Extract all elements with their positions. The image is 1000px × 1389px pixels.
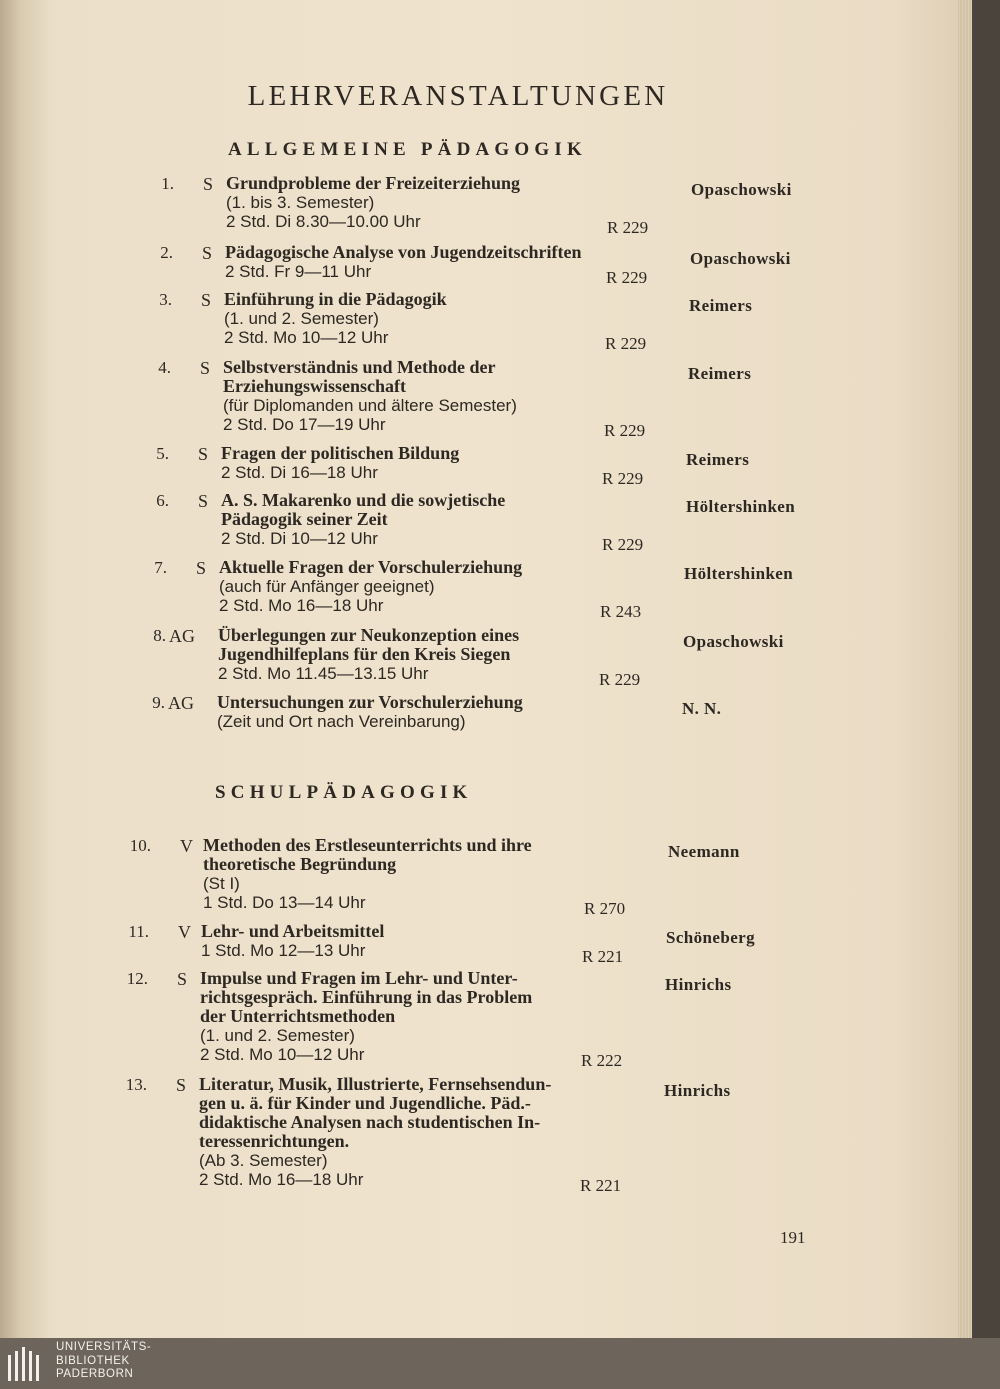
course-title: Grundprobleme der Freizeiterziehung	[226, 173, 520, 193]
course-details: 2 Std. Di 10—12 Uhr	[221, 529, 378, 548]
course-title: Selbstverständnis und Methode der	[223, 357, 496, 377]
page-gutter	[0, 0, 56, 1338]
course-title: gen u. ä. für Kinder und Jugendliche. Päd.-	[199, 1093, 531, 1113]
course-details: 2 Std. Fr 9—11 Uhr	[225, 262, 372, 281]
course-title: didaktische Analysen nach studentischen In-	[199, 1112, 541, 1132]
library-name-line: UNIVERSITÄTS-	[56, 1341, 152, 1353]
section-heading-allgemeine-paedagogik: ALLGEMEINE PÄDAGOGIK	[228, 139, 587, 160]
lecturer-name: N. N.	[682, 699, 722, 718]
course-type: S	[177, 969, 188, 989]
page-number: 191	[780, 1228, 806, 1247]
room-number: R 221	[582, 947, 624, 966]
course-details: 2 Std. Do 17—19 Uhr	[223, 415, 386, 434]
course-title: Aktuelle Fragen der Vorschulerziehung	[219, 557, 523, 577]
course-title: Überlegungen zur Neukonzeption eines	[218, 625, 520, 645]
course-number: 3.	[159, 290, 172, 309]
course-type: S	[203, 174, 214, 194]
library-footer	[0, 1338, 1000, 1389]
course-number: 11.	[128, 922, 149, 941]
course-details: (St I)	[203, 874, 240, 893]
course-number: 8.	[153, 626, 166, 645]
course-number: 12.	[126, 969, 148, 988]
lecturer-name: Neemann	[668, 842, 740, 861]
course-type: S	[202, 243, 213, 263]
course-type: V	[180, 836, 193, 856]
course-details: (Zeit und Ort nach Vereinbarung)	[217, 712, 466, 731]
course-title: Einführung in die Pädagogik	[224, 289, 447, 309]
course-details: 2 Std. Di 8.30—10.00 Uhr	[226, 212, 421, 231]
page-edge	[958, 0, 972, 1338]
lecturer-name: Reimers	[686, 450, 750, 469]
course-type: S	[196, 558, 207, 578]
room-number: R 229	[602, 469, 644, 488]
room-number: R 229	[607, 218, 649, 237]
course-type: V	[178, 922, 191, 942]
lecturer-name: Höltershinken	[686, 497, 796, 516]
room-number: R 229	[599, 670, 641, 689]
course-title: der Unterrichtsmethoden	[200, 1006, 396, 1026]
room-number: R 229	[602, 535, 644, 554]
library-name	[56, 1341, 151, 1382]
lecturer-name: Hinrichs	[664, 1081, 731, 1100]
course-details: (1. und 2. Semester)	[224, 309, 379, 328]
course-details: 1 Std. Mo 12—13 Uhr	[201, 941, 366, 960]
course-details: (für Diplomanden und ältere Semester)	[223, 396, 517, 415]
course-details: 2 Std. Di 16—18 Uhr	[221, 463, 378, 482]
course-number: 7.	[154, 558, 167, 577]
lecturer-name: Hinrichs	[665, 975, 732, 994]
course-details: 1 Std. Do 13—14 Uhr	[203, 893, 366, 912]
page-title: LEHRVERANSTALTUNGEN	[247, 80, 669, 112]
room-number: R 222	[581, 1051, 623, 1070]
course-title: Methoden des Erstleseunterrichts und ihre	[203, 835, 532, 855]
room-number: R 221	[580, 1176, 622, 1195]
course-details: 2 Std. Mo 11.45—13.15 Uhr	[218, 664, 429, 683]
course-type: S	[201, 290, 212, 310]
room-number: R 229	[606, 268, 648, 287]
course-type: AG	[169, 626, 195, 646]
course-number: 10.	[129, 836, 151, 855]
course-type: S	[176, 1075, 187, 1095]
course-number: 6.	[156, 491, 169, 510]
course-title: teressenrichtungen.	[199, 1131, 350, 1151]
course-title: Erziehungswissenschaft	[223, 376, 407, 396]
course-details: (1. und 2. Semester)	[200, 1026, 355, 1045]
course-number: 2.	[160, 243, 173, 262]
course-title: Literatur, Musik, Illustrierte, Fernsehsendun-	[199, 1074, 552, 1094]
course-type: AG	[168, 693, 194, 713]
course-title: Impulse und Fragen im Lehr- und Unter-	[200, 968, 518, 988]
lecturer-name: Opaschowski	[683, 632, 784, 651]
room-number: R 243	[600, 602, 642, 621]
course-title: Untersuchungen zur Vorschulerziehung	[217, 692, 523, 712]
library-name-line: PADERBORN	[56, 1368, 134, 1380]
course-details: 2 Std. Mo 10—12 Uhr	[200, 1045, 365, 1064]
lecturer-name: Höltershinken	[684, 564, 794, 583]
lecturer-name: Reimers	[688, 364, 752, 383]
lecturer-name: Opaschowski	[691, 180, 792, 199]
section-heading-schulpaedagogik: SCHULPÄDAGOGIK	[215, 782, 473, 803]
course-details: (1. bis 3. Semester)	[226, 193, 375, 212]
library-logo-icon	[6, 1345, 46, 1383]
lecturer-name: Opaschowski	[690, 249, 791, 268]
room-number: R 229	[605, 334, 647, 353]
course-number: 9.	[152, 693, 165, 712]
course-title: Pädagogik seiner Zeit	[221, 509, 388, 529]
course-title: theoretische Begründung	[203, 854, 397, 874]
course-details: 2 Std. Mo 10—12 Uhr	[224, 328, 389, 347]
course-title: richtsgespräch. Einführung in das Problem	[200, 987, 533, 1007]
room-number: R 229	[604, 421, 646, 440]
course-title: Fragen der politischen Bildung	[221, 443, 460, 463]
room-number: R 270	[584, 899, 626, 918]
course-number: 1.	[161, 174, 174, 193]
course-number: 13.	[125, 1075, 147, 1094]
course-type: S	[200, 358, 211, 378]
course-details: (Ab 3. Semester)	[199, 1151, 328, 1170]
scan-background	[972, 0, 1000, 1338]
course-title: Pädagogische Analyse von Jugendzeitschriften	[225, 242, 582, 262]
course-number: 5.	[156, 444, 169, 463]
library-name-line: BIBLIOTHEK	[56, 1354, 130, 1367]
course-details: 2 Std. Mo 16—18 Uhr	[199, 1170, 364, 1189]
course-title: Lehr- und Arbeitsmittel	[201, 921, 385, 941]
course-number: 4.	[158, 358, 171, 377]
lecturer-name: Reimers	[689, 296, 753, 315]
course-details: 2 Std. Mo 16—18 Uhr	[219, 596, 384, 615]
course-type: S	[198, 444, 209, 464]
course-details: (auch für Anfänger geeignet)	[219, 577, 435, 596]
course-type: S	[198, 491, 209, 511]
course-title: A. S. Makarenko und die sowjetische	[221, 490, 506, 510]
course-title: Jugendhilfeplans für den Kreis Siegen	[218, 644, 511, 664]
lecturer-name: Schöneberg	[666, 928, 755, 947]
